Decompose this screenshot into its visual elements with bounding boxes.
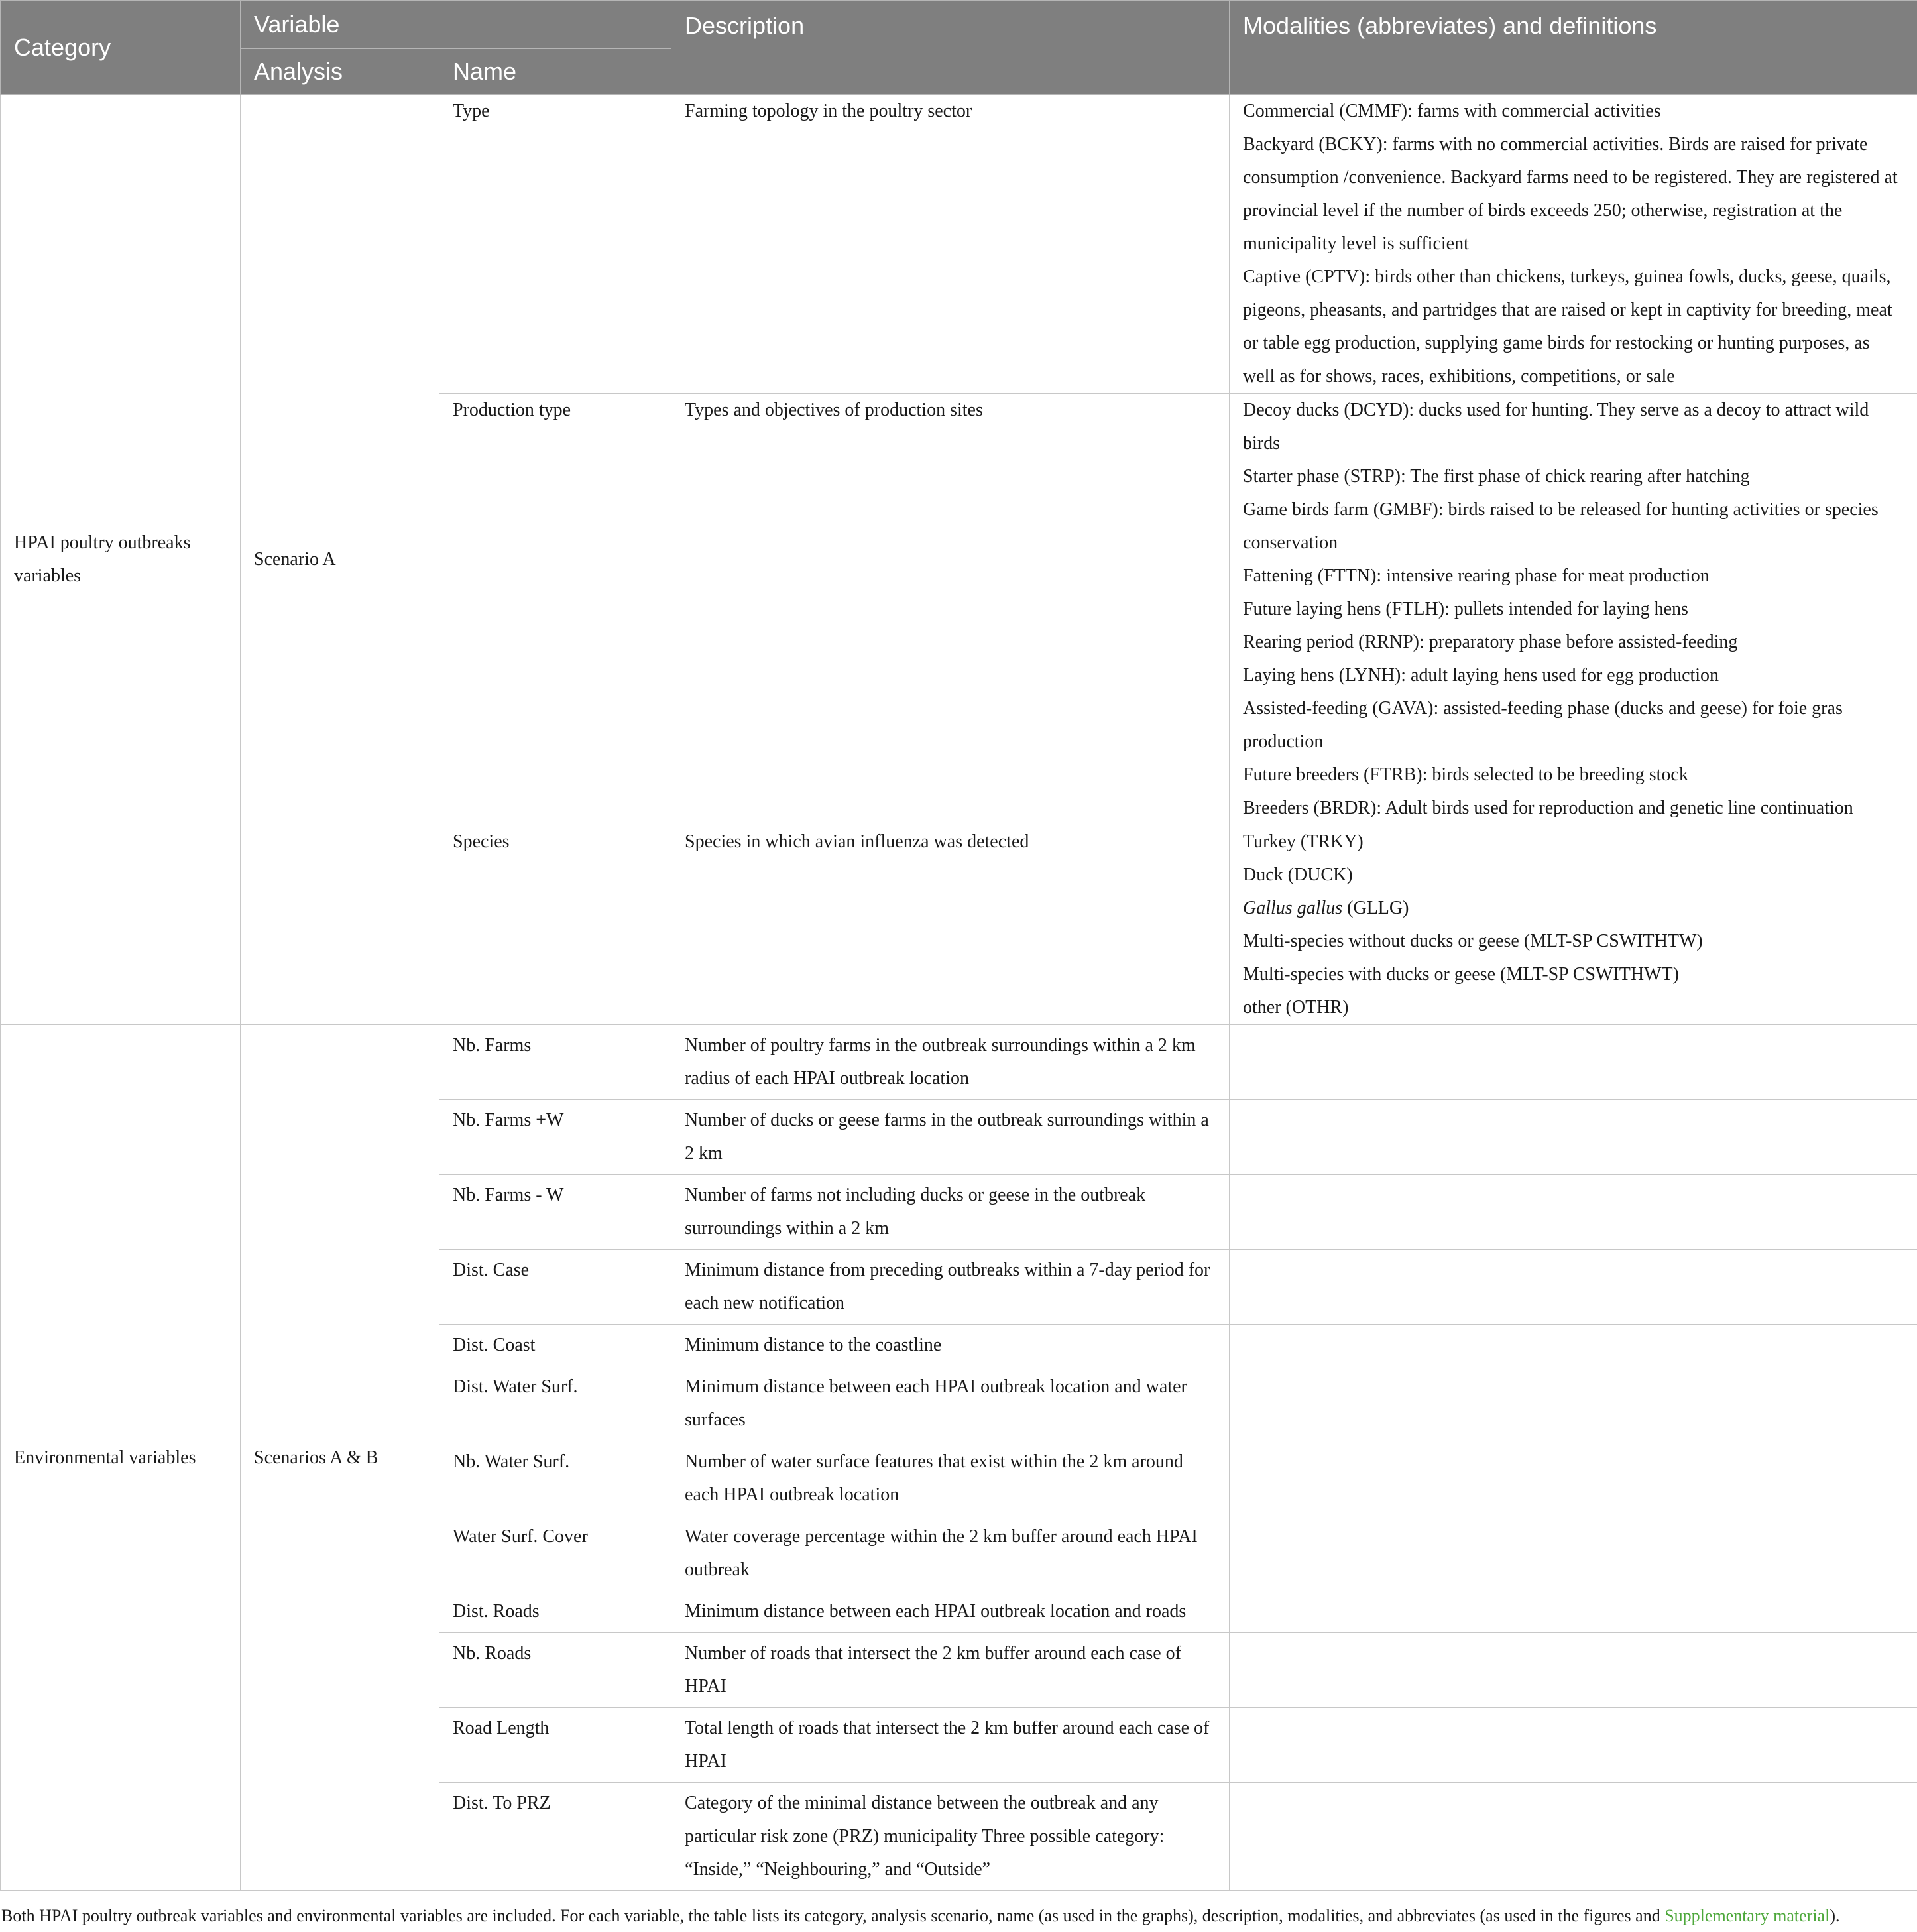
category-cell: Environmental variables — [1, 1025, 241, 1891]
description-cell: Minimum distance to the coastline — [671, 1325, 1230, 1366]
caption-end: ). — [1830, 1906, 1840, 1925]
name-cell: Dist. Roads — [439, 1591, 671, 1633]
description-cell: Farming topology in the poultry sector — [671, 95, 1230, 394]
modalities-cell — [1230, 1591, 1917, 1633]
name-cell: Dist. Water Surf. — [439, 1366, 671, 1441]
description-cell: Total length of roads that intersect the 2 km buffer around each case of HPAI — [671, 1708, 1230, 1783]
header-analysis: Analysis — [241, 49, 439, 95]
modalities-cell — [1230, 1708, 1917, 1783]
modalities-cell — [1230, 1633, 1917, 1708]
modalities-cell — [1230, 825, 1917, 1025]
modalities-cell — [1230, 1100, 1917, 1175]
header-variable: Variable — [241, 1, 671, 49]
description-cell: Number of poultry farms in the outbreak surroundings within a 2 km radius of each HPAI outbreak location — [671, 1025, 1230, 1100]
header-description: Description — [671, 1, 1230, 95]
description-cell: Number of farms not including ducks or geese in the outbreak surroundings within a 2 km — [671, 1175, 1230, 1250]
header-modalities: Modalities (abbreviates) and definitions — [1230, 1, 1917, 95]
table-header — [1, 1, 1917, 95]
description-cell: Minimum distance from preceding outbreaks within a 7-day period for each new notification — [671, 1250, 1230, 1325]
description-cell: Minimum distance between each HPAI outbreak location and roads — [671, 1591, 1230, 1633]
modalities-cell — [1230, 1175, 1917, 1250]
supplementary-material-link[interactable]: Supplementary material — [1664, 1906, 1830, 1925]
description-cell: Number of ducks or geese farms in the outbreak surroundings within a 2 km — [671, 1100, 1230, 1175]
modality-item: Multi-species without ducks or geese (MLT-SP CSWITHTW) — [1243, 931, 1703, 951]
modality-item: Gallus gallus (GLLG) — [1243, 898, 1409, 918]
table-caption — [1, 1903, 1914, 1929]
modalities-cell — [1230, 1366, 1917, 1441]
name-cell: Dist. To PRZ — [439, 1783, 671, 1891]
description-cell: Species in which avian influenza was detected — [671, 825, 1230, 1025]
modality-item: Decoy ducks (DCYD): ducks used for hunting. They serve as a decoy to attract wild birds — [1243, 400, 1869, 453]
modalities-cell — [1230, 394, 1917, 825]
description-cell: Minimum distance between each HPAI outbreak location and water surfaces — [671, 1366, 1230, 1441]
name-cell: Nb. Farms — [439, 1025, 671, 1100]
modality-item: Future laying hens (FTLH): pullets intended for laying hens — [1243, 599, 1688, 619]
description-cell: Category of the minimal distance between the outbreak and any particular risk zone (PRZ) municipality Three possible category: “Inside,” “Neighbouring,” and “Outside” — [671, 1783, 1230, 1891]
table-row — [1, 95, 1917, 394]
modality-item: Fattening (FTTN): intensive rearing phase for meat production — [1243, 566, 1710, 586]
modality-item: Duck (DUCK) — [1243, 865, 1353, 885]
modality-item: other (OTHR) — [1243, 997, 1349, 1018]
name-cell: Type — [439, 95, 671, 394]
modalities-cell — [1230, 1441, 1917, 1516]
analysis-cell: Scenarios A & B — [241, 1025, 439, 1891]
name-cell: Dist. Case — [439, 1250, 671, 1325]
modality-item: Laying hens (LYNH): adult laying hens used for egg production — [1243, 665, 1719, 686]
modalities-cell — [1230, 1325, 1917, 1366]
name-cell: Species — [439, 825, 671, 1025]
description-cell: Water coverage percentage within the 2 km buffer around each HPAI outbreak — [671, 1516, 1230, 1591]
caption-text: Both HPAI poultry outbreak variables and environmental variables are included. For each variable, the table lists its category, analysis scenario, name (as used in the graphs), description, modalities, and abbreviates (as used in the figures and — [1, 1906, 1665, 1925]
scientific-name: Gallus gallus — [1243, 898, 1343, 918]
modality-item: Assisted-feeding (GAVA): assisted-feeding phase (ducks and geese) for foie gras production — [1243, 698, 1843, 752]
category-cell: HPAI poultry outbreaks variables — [1, 95, 241, 1025]
name-cell: Dist. Coast — [439, 1325, 671, 1366]
modality-item: Turkey (TRKY) — [1243, 831, 1364, 852]
header-name: Name — [439, 49, 671, 95]
modality-item: Captive (CPTV): birds other than chickens, turkeys, guinea fowls, ducks, geese, quails, pigeons, pheasants, and partridges that are raised or kept in captivity for breeding, meat or table egg production, supplying game birds for restocking or hunting purposes, as well as for shows, races, exhibitions, competitions, or sale — [1243, 267, 1892, 387]
description-cell: Types and objectives of production sites — [671, 394, 1230, 825]
name-cell: Nb. Farms - W — [439, 1175, 671, 1250]
modality-item: Multi-species with ducks or geese (MLT-SP CSWITHWT) — [1243, 964, 1679, 985]
header-category: Category — [1, 1, 241, 95]
modalities-cell — [1230, 1250, 1917, 1325]
modalities-cell — [1230, 95, 1917, 394]
description-cell: Number of roads that intersect the 2 km buffer around each case of HPAI — [671, 1633, 1230, 1708]
modality-item: Rearing period (RRNP): preparatory phase before assisted-feeding — [1243, 632, 1738, 652]
modality-item: Breeders (BRDR): Adult birds used for reproduction and genetic line continuation — [1243, 798, 1853, 818]
table-row — [1, 1025, 1917, 1100]
table-body — [1, 95, 1917, 1891]
modality-item: Game birds farm (GMBF): birds raised to be released for hunting activities or species conservation — [1243, 499, 1879, 553]
name-cell: Nb. Roads — [439, 1633, 671, 1708]
name-cell: Road Length — [439, 1708, 671, 1783]
modality-item: Backyard (BCKY): farms with no commercial activities. Birds are raised for private consumption /convenience. Backyard farms need to be registered. They are registered at provincial level if the number of birds exceeds 250; otherwise, registration at the municipality level is sufficient — [1243, 134, 1898, 254]
description-cell: Number of water surface features that exist within the 2 km around each HPAI outbreak location — [671, 1441, 1230, 1516]
name-cell: Nb. Water Surf. — [439, 1441, 671, 1516]
modalities-cell — [1230, 1783, 1917, 1891]
name-cell: Production type — [439, 394, 671, 825]
analysis-cell: Scenario A — [241, 95, 439, 1025]
modality-item: Starter phase (STRP): The first phase of chick rearing after hatching — [1243, 466, 1750, 487]
modalities-cell — [1230, 1516, 1917, 1591]
name-cell: Water Surf. Cover — [439, 1516, 671, 1591]
modalities-cell — [1230, 1025, 1917, 1100]
name-cell: Nb. Farms +W — [439, 1100, 671, 1175]
modality-item: Commercial (CMMF): farms with commercial activities — [1243, 101, 1661, 121]
modality-item: Future breeders (FTRB): birds selected to be breeding stock — [1243, 764, 1688, 785]
